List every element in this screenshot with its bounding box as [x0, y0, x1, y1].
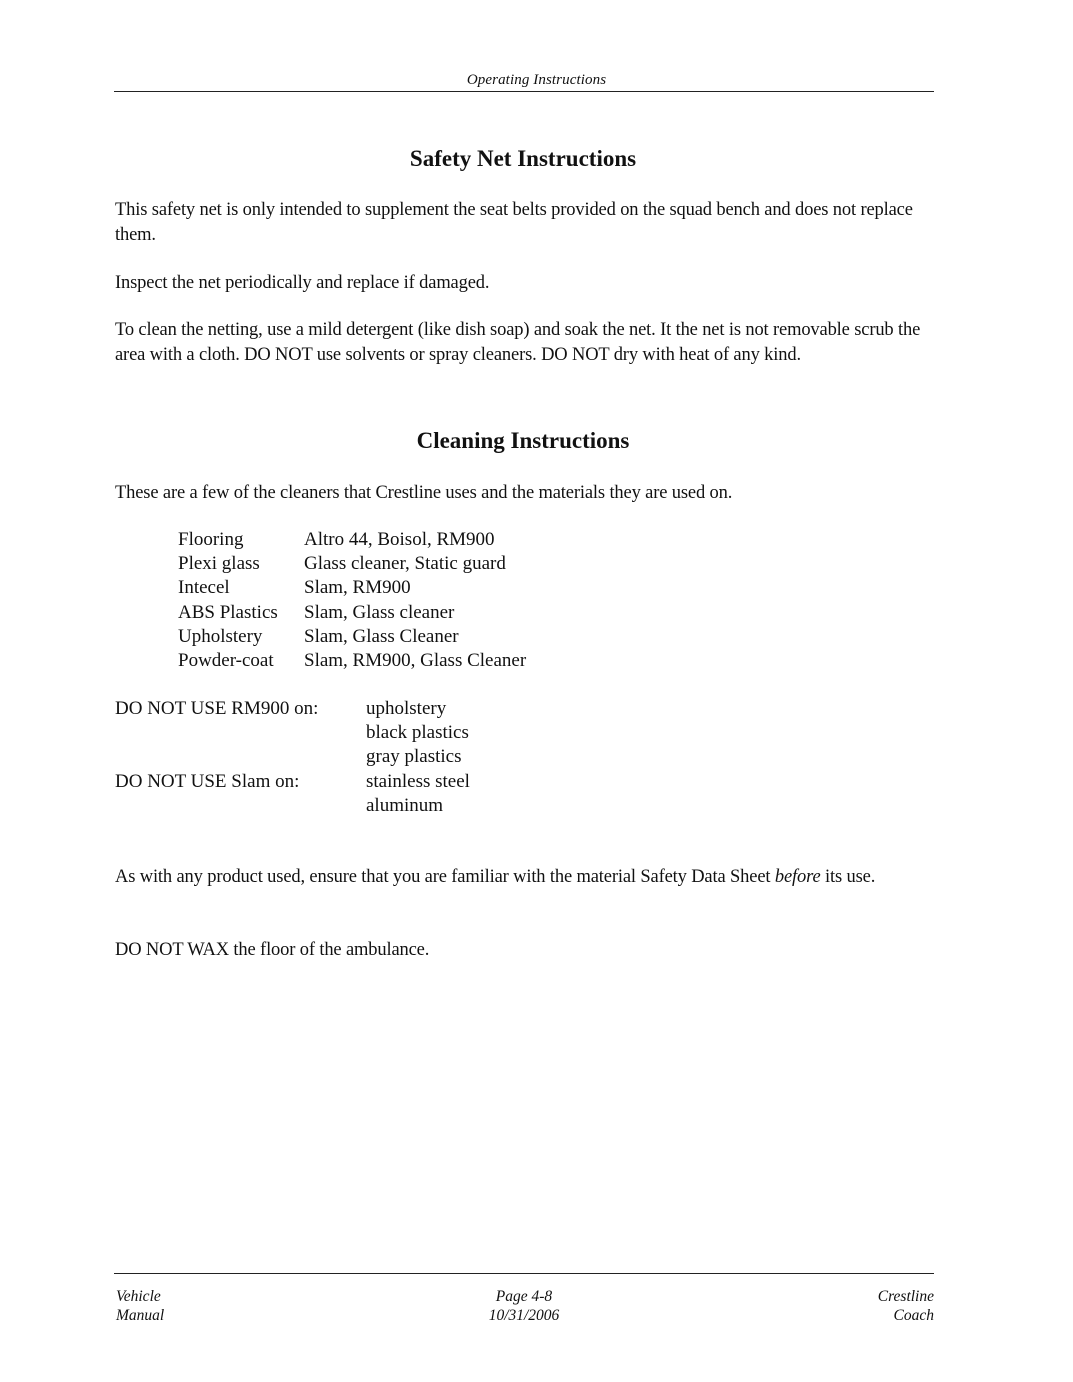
safety-net-paragraph-2: Inspect the net periodically and replace if damaged. — [115, 273, 490, 293]
rm900-warning-label: DO NOT USE RM900 on: — [115, 698, 319, 719]
slam-warning-list — [366, 770, 470, 818]
header-rule — [114, 91, 934, 92]
rm900-warning-list — [366, 697, 469, 770]
list-item: stainless steel — [366, 771, 470, 792]
table-row — [178, 649, 526, 673]
footer-center — [424, 1287, 624, 1325]
cleaners-cell: Altro 44, Boisol, RM900 — [304, 529, 495, 550]
footer-left — [116, 1287, 164, 1325]
wax-note: DO NOT WAX the floor of the ambulance. — [115, 940, 430, 960]
cleaners-cell: Slam, Glass Cleaner — [304, 625, 459, 647]
running-header: Operating Instructions — [466, 72, 607, 88]
slam-warning-label: DO NOT USE Slam on: — [115, 771, 300, 792]
footer-right-line: Coach — [893, 1307, 934, 1324]
cleaner-table — [178, 528, 526, 673]
table-row — [178, 625, 526, 649]
material-cell: Powder-coat — [178, 649, 274, 671]
footer-date: 10/31/2006 — [488, 1307, 560, 1324]
table-row — [178, 576, 526, 600]
cleaning-heading: Cleaning Instructions — [416, 428, 630, 453]
table-row — [178, 552, 526, 576]
list-item: upholstery — [366, 698, 447, 719]
material-cell: ABS Plastics — [178, 601, 278, 623]
safety-net-paragraph-1: This safety net is only intended to supplement the seat belts provided on the squad bench and does not replace them. — [115, 200, 913, 245]
page-number: Page 4-8 — [495, 1288, 553, 1305]
msds-note — [115, 865, 935, 890]
cleaners-cell: Slam, RM900, Glass Cleaner — [304, 649, 527, 671]
list-item: gray plastics — [366, 746, 462, 768]
cleaners-cell: Slam, RM900 — [304, 577, 411, 599]
table-row — [178, 528, 526, 552]
cleaning-intro: These are a few of the cleaners that Crestline uses and the materials they are used on. — [115, 483, 733, 503]
list-item: black plastics — [366, 722, 469, 744]
safety-net-heading: Safety Net Instructions — [409, 146, 637, 171]
safety-net-paragraph-3: To clean the netting, use a mild detergent (like dish soap) and soak the net. It the net is not removable scrub the area with a cloth. DO NOT use solvents or spray cleaners. DO NOT dry with heat of any kind. — [115, 320, 921, 365]
list-item: aluminum — [366, 795, 444, 817]
footer-left-line: Vehicle — [116, 1288, 161, 1305]
cleaners-cell: Glass cleaner, Static guard — [304, 553, 506, 575]
msds-note-emphasis: before — [774, 867, 821, 887]
footer-right — [734, 1287, 934, 1325]
footer-left-line: Manual — [116, 1307, 165, 1324]
msds-note-text: As with any product used, ensure that you are familiar with the material Safety Data Sheet — [115, 867, 775, 887]
material-cell: Flooring — [178, 529, 244, 550]
msds-note-end: its use. — [820, 867, 876, 887]
table-row — [178, 601, 526, 625]
material-cell: Upholstery — [178, 625, 263, 647]
material-cell: Plexi glass — [178, 553, 260, 575]
cleaners-cell: Slam, Glass cleaner — [304, 601, 455, 623]
footer-rule — [114, 1273, 934, 1274]
footer-right-line: Crestline — [877, 1288, 934, 1305]
material-cell: Intecel — [178, 577, 230, 599]
